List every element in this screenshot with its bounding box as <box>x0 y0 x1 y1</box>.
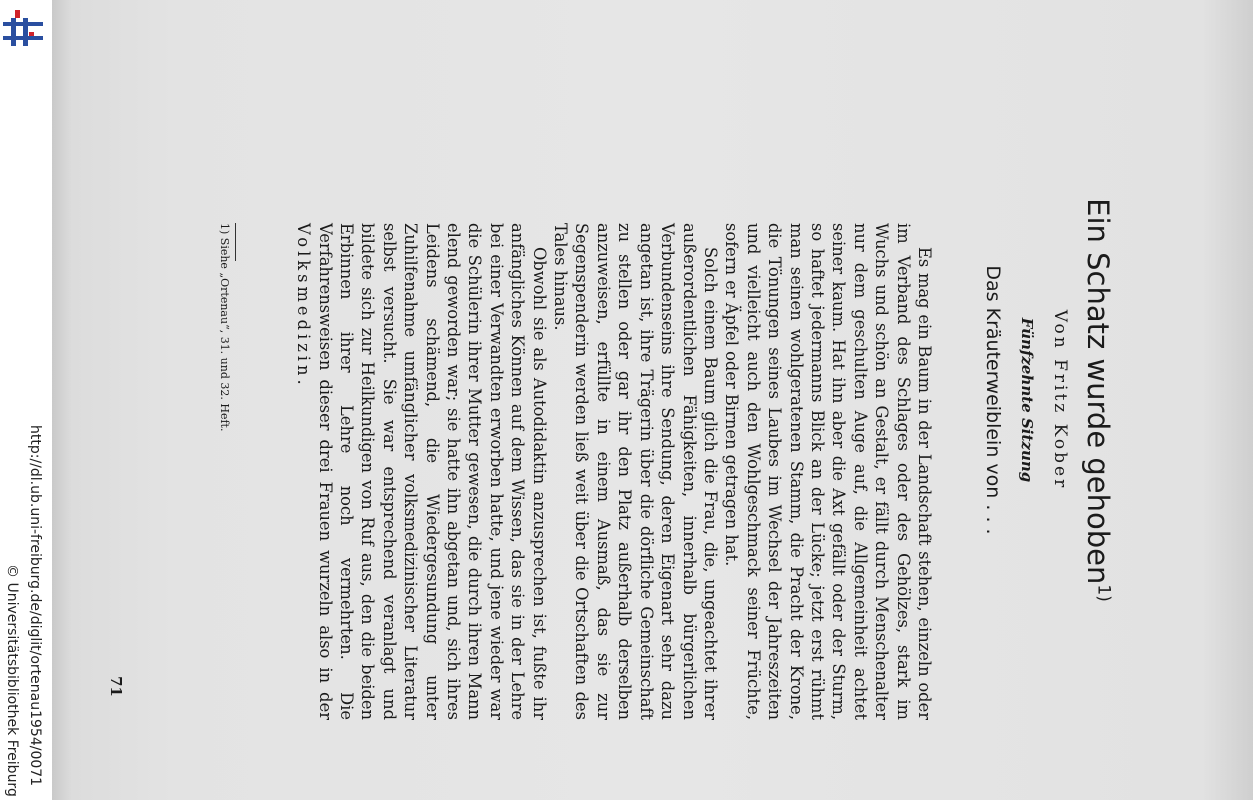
copyright-notice: © Universitätsbibliothek Freiburg <box>4 564 20 797</box>
scanned-page <box>52 0 1253 800</box>
library-logo[interactable] <box>3 8 43 50</box>
spaced-word: Volksmedizin. <box>294 223 314 389</box>
author-byline: Von Fritz Kober <box>1050 309 1070 491</box>
article-title <box>1081 0 1115 800</box>
article-title-text: Ein Schatz wurde gehoben <box>1081 198 1115 585</box>
paragraph-3-text: Obwohl sie als Autodidaktin anzusprechen ist, fußte ihr anfängliches Können auf dem Wissen, das sie in der Lehre bei einer Verwandten erworben hatte, und jene wieder war die Schülerin ihrer Mutter gewesen, die durch ihren Mann elend geworden war; sie hatte ihn abgetan und, sich ihres Leidens schämend, die Wiedergesundung unter Zuhilfenahme umfänglicher volksmedizinischer Literatur selbst versucht. Sie war entsprechend veranlagt und bildete sich zur Heilkundigen von Ruf aus, den die beiden Erbinnen ihrer Lehre noch vermehrten. Die Verfahrensweisen dieser drei Frauen wurzeln also in der <box>315 223 549 720</box>
paragraph-3 <box>293 223 550 720</box>
footnote-rule <box>235 223 236 261</box>
page-number: 71 <box>107 676 125 697</box>
title-footnote-marker: 1) <box>1093 584 1114 602</box>
footnote: 1) Siehe „Ortenau“, 31. und 32. Heft. <box>218 223 231 432</box>
sidebar <box>0 0 52 800</box>
rotated-page-content <box>52 0 1253 800</box>
session-heading: Fünfzehnte Sitzung <box>1018 317 1036 483</box>
article-body <box>293 223 935 720</box>
article-subtitle: Das Kräuterweiblein von . . . <box>982 265 1004 535</box>
source-url[interactable]: http://dl.ub.uni-freiburg.de/diglit/ortenau1954/0071 <box>27 425 43 787</box>
paragraph-2: Solch einem Baum glich die Frau, die, ungeachtet ihrer außerordentlichen Fähigkeiten, innerhalb bürgerlichen Verbundenseins ihre Sendung, deren Eigenart sehr dazu angetan ist, ihre Trägerin über die dörfliche Gemeinschaft zu stellen oder gar ihr den Platz außerhalb derselben anzuweisen, erfüllte in einem Ausmaß, das sie zur Segenspenderin werden ließ weit über die Ortschaften des Tales hinaus. <box>551 223 720 720</box>
paragraph-1: Es mag ein Baum in der Landschaft stehen, einzeln oder im Verband des Schlages oder des Gehölzes, stark im Wuchs und schön an Gestalt, er fällt durch Menschenalter nur dem geschulten Auge auf, die Allgemeinheit achtet seiner kaum. Hat ihn aber die Axt gefällt oder der Sturm, so haftet jedermanns Blick an der Lücke; jetzt erst rühmt man seinen wohlgeratenen Stamm, die Pracht der Krone, die Tönungen seines Laubes im Wechsel der Jahreszeiten und vielleicht auch den Wohlgeschmack seiner Früchte, sofern er Äpfel oder Birnen getragen hat. <box>722 223 934 720</box>
